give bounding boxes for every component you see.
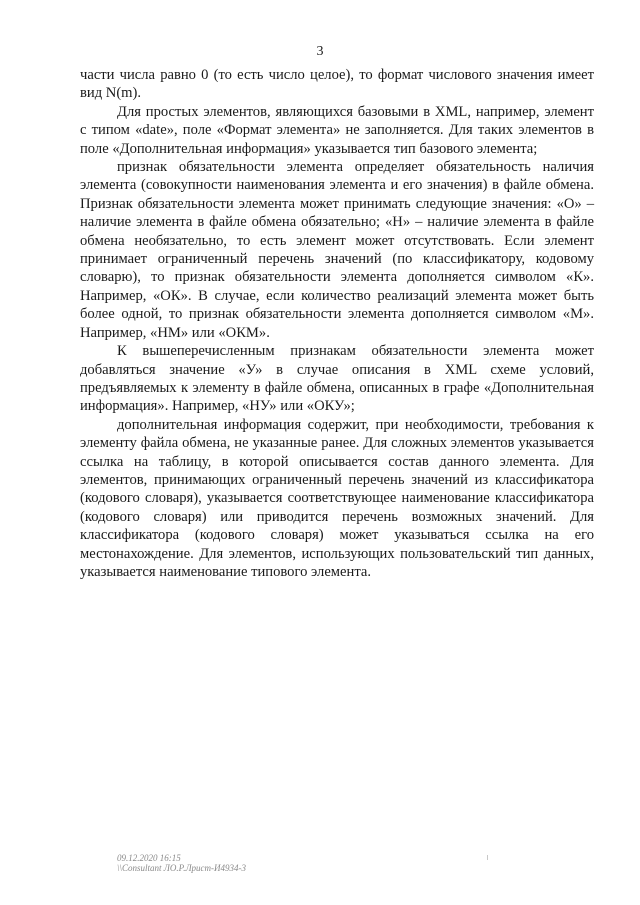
paragraph-additional-info: дополнительная информация содержит, при необходимости, требования к элементу файла обмена, не указанные ранее. Для сложных элементов указывается ссылка на таблицу, в которой описывается состав данного элемента. Для элементов, принимающих ограниченный перечень значений из классификатора (кодового словаря), указывается соответствующее наименование классификатора (кодового словаря) или приводится перечень возможных значений. Для классификатора (кодового словаря) может указываться ссылка на его местонахождение. Для элементов, использующих пользовательский тип данных, указывается наименование типового элемента. bbox=[80, 416, 594, 580]
document-body bbox=[80, 66, 594, 581]
paragraph-conditional-flag: К вышеперечисленным признакам обязательности элемента может добавляться значение «У» в случае описания в XML схеме условий, предъявляемых к элементу в файле обмена, описанных в графе «Дополнительная информация». Например, «НУ» или «ОКУ»; bbox=[80, 343, 594, 415]
paragraph-simple-elements: Для простых элементов, являющихся базовыми в XML, например, элемент с типом «date», поле «Формат элемента» не заполняется. Для таких элементов в поле «Дополнительная информация» указывается тип базового элемента; bbox=[80, 103, 594, 157]
paragraph-continuation: части числа равно 0 (то есть число целое), то формат числового значения имеет вид N(m). bbox=[80, 67, 594, 102]
footer-timestamp: 09.12.2020 16:15 bbox=[117, 853, 181, 863]
page-number: 3 bbox=[316, 44, 324, 59]
paragraph-required-flag: признак обязательности элемента определяет обязательность наличия элемента (совокупности наименования элемента и его значения) в файле обмена. Признак обязательности элемента может принимать следующие значения: «О» – наличие элемента в файле обмена обязательно; «Н» – наличие элемента в файле обмена необязательно, то есть элемент может отсутствовать. Если элемент принимает ограниченный перечень значений (по классификатору, кодовому словарю), то признак обязательности элемента дополняется символом «К». Например, «ОК». В случае, если количество реализаций элемента может быть более одной, то признак обязательности элемента дополняется символом «М». Например, «НМ» или «ОКМ». bbox=[80, 159, 594, 341]
scan-mark bbox=[487, 855, 488, 860]
document-footer bbox=[117, 853, 246, 873]
footer-file-path: \\Consultant ЛО.Р.Лрист-И4934-3 bbox=[117, 863, 247, 873]
